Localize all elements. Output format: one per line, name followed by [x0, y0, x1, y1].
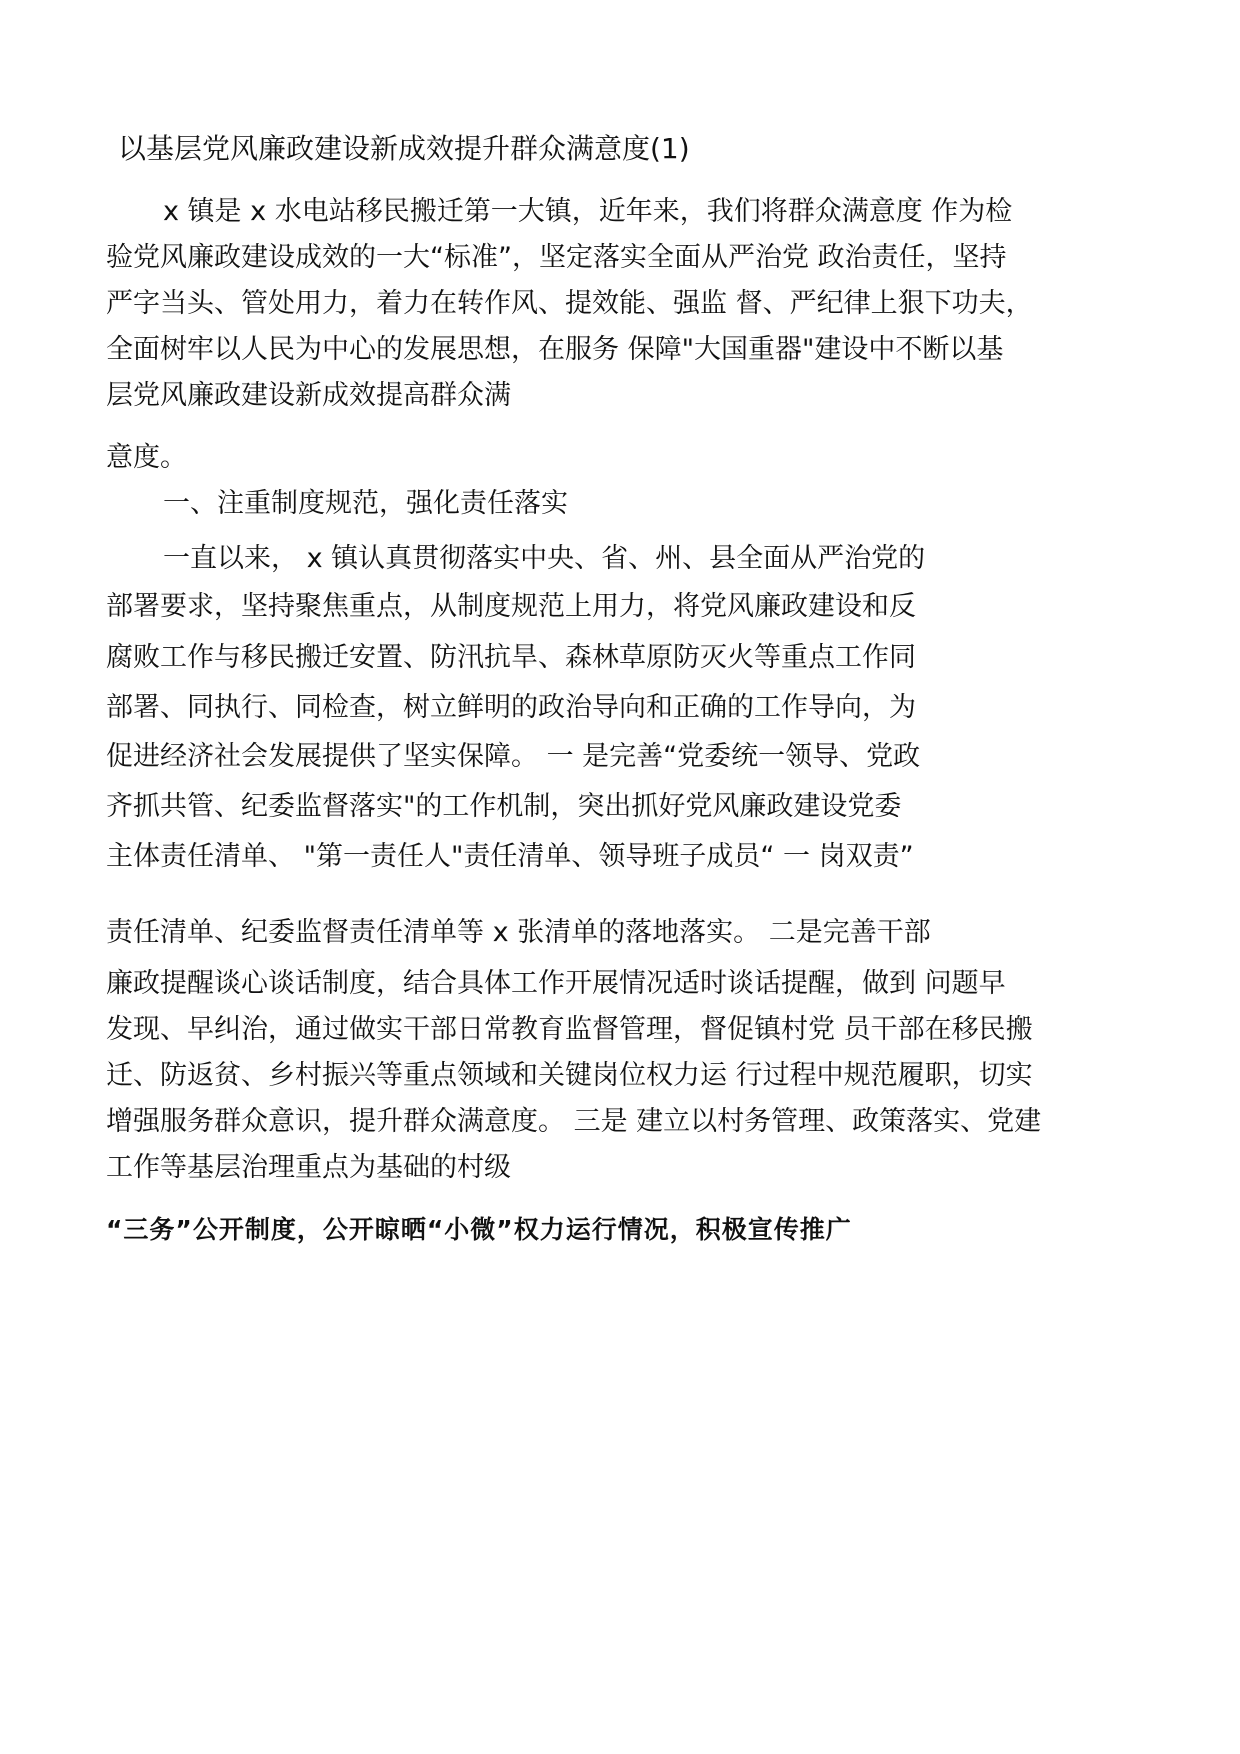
intro-line-1: x 镇是 x 水电站移民搬迁第一大镇，近年来，我们将群众满意度 作为检: [163, 196, 1013, 227]
last-line: “三务”公开制度，公开晾晒“小微”权力运行情况，积极宣传推广: [106, 1215, 852, 1244]
section-line-11: 迁、防返贫、乡村振兴等重点领域和关键岗位权力运 行过程中规范履职，切实: [106, 1060, 1033, 1091]
section-line-4: 部署、同执行、同检查，树立鲜明的政治导向和正确的工作导向，为: [106, 692, 916, 723]
section-line-6: 齐抓共管、纪委监督落实"的工作机制，突出抓好党风廉政建设党委: [106, 791, 902, 822]
section-line-2: 部署要求，坚持聚焦重点，从制度规范上用力，将党风廉政建设和反: [106, 591, 916, 622]
section-heading: 一、注重制度规范，强化责任落实: [163, 488, 568, 519]
section-line-1: 一直以来， x 镇认真贯彻落实中央、省、州、县全面从严治党的: [163, 543, 926, 574]
document-title: 以基层党风廉政建设新成效提升群众满意度(1): [118, 132, 690, 165]
intro-line-4: 全面树牢以人民为中心的发展思想，在服务 保障"大国重器"建设中不断以基: [106, 334, 1004, 365]
section-line-7: 主体责任清单、 "第一责任人"责任清单、领导班子成员“ 一 岗双责”: [106, 841, 914, 872]
intro-line-5: 层党风廉政建设新成效提高群众满: [106, 380, 511, 411]
intro-line-6: 意度。: [106, 442, 187, 473]
section-line-3: 腐败工作与移民搬迁安置、防汛抗旱、森林草原防灭火等重点工作同: [106, 642, 916, 673]
section-line-8: 责任清单、纪委监督责任清单等 x 张清单的落地落实。 二是完善干部: [106, 917, 931, 948]
intro-line-3: 严字当头、管处用力，着力在转作风、提效能、强监 督、严纪律上狠下功夫，: [106, 288, 1033, 319]
intro-line-2: 验党风廉政建设成效的一大“标准”，坚定落实全面从严治党 政治责任，坚持: [106, 242, 1007, 273]
section-line-5: 促进经济社会发展提供了坚实保障。 一 是完善“党委统一领导、党政: [106, 741, 921, 772]
section-line-10: 发现、早纠治，通过做实干部日常教育监督管理，督促镇村党 员干部在移民搬: [106, 1014, 1033, 1045]
section-line-9: 廉政提醒谈心谈话制度，结合具体工作开展情况适时谈话提醒，做到 问题早: [106, 968, 1006, 999]
section-line-13: 工作等基层治理重点为基础的村级: [106, 1152, 511, 1183]
section-line-12: 增强服务群众意识，提升群众满意度。 三是 建立以村务管理、政策落实、党建: [106, 1106, 1042, 1137]
